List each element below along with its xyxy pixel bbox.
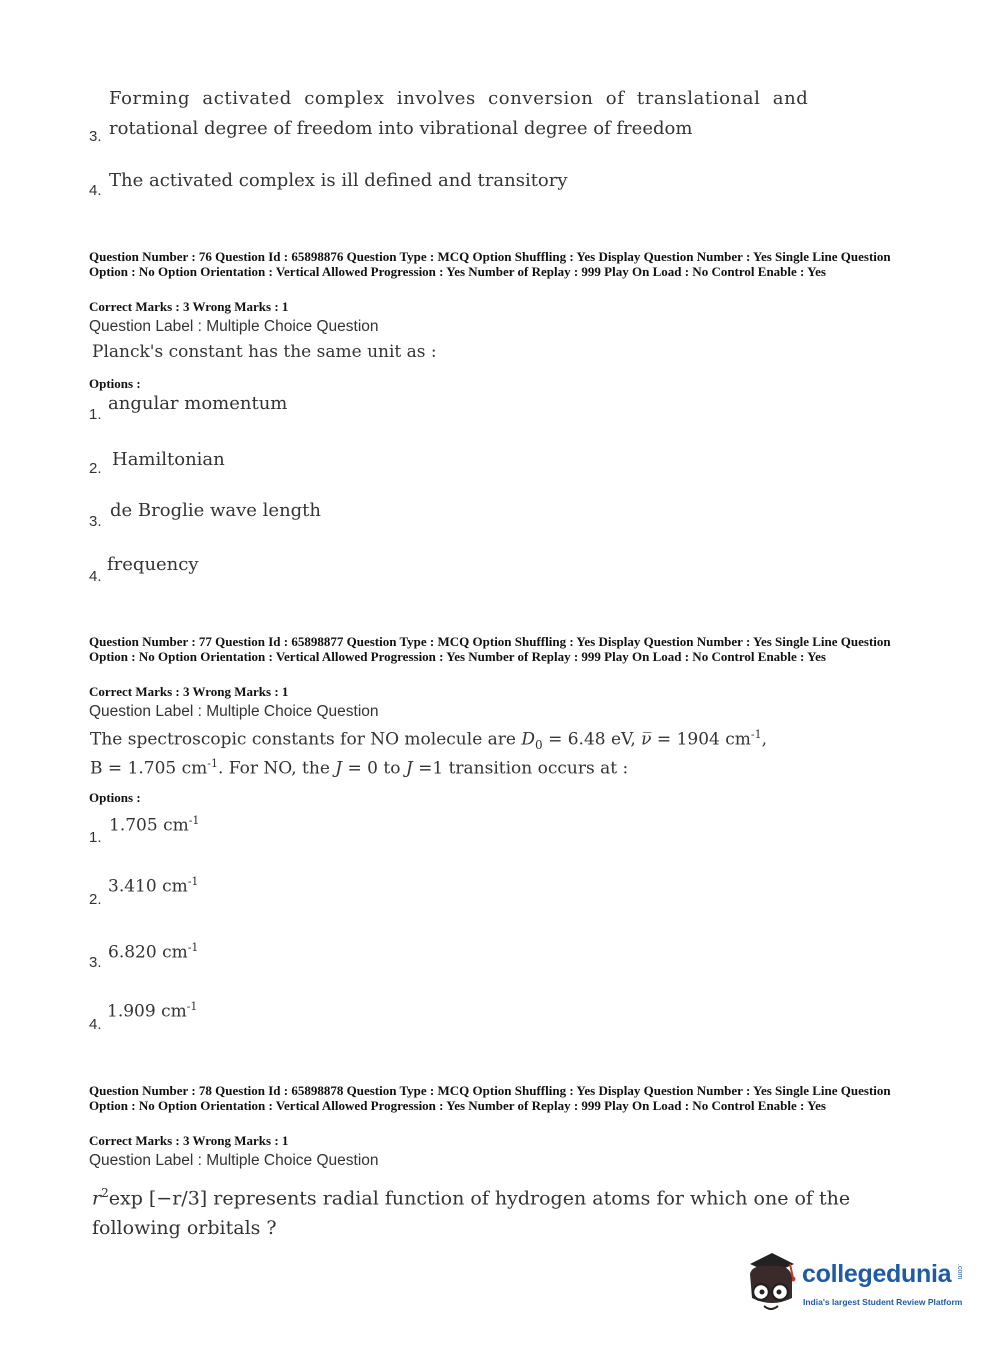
q76-option-2-number: 2.: [89, 460, 102, 477]
q76-option-1-number: 1.: [89, 406, 102, 423]
q76-option-4-text[interactable]: frequency: [107, 554, 199, 575]
question-77-options-heading: Options :: [89, 790, 141, 805]
prev-option-4-number: 4.: [89, 182, 102, 199]
q76-option-3-text[interactable]: de Broglie wave length: [110, 500, 322, 521]
q77-option-1-number: 1.: [89, 829, 102, 846]
question-77-label: Question Label : Multiple Choice Question: [89, 703, 379, 720]
question-77-marks: Correct Marks : 3 Wrong Marks : 1: [89, 684, 289, 699]
prev-option-3-line1: Forming activated complex involves conversion of translational and: [109, 88, 809, 109]
q77-option-2-text[interactable]: 3.410 $cm^{-1}$: [108, 875, 199, 897]
q77-option-3-number: 3.: [89, 954, 102, 971]
question-78-marks: Correct Marks : 3 Wrong Marks : 1: [89, 1133, 289, 1148]
question-76-label: Question Label : Multiple Choice Question: [89, 318, 379, 335]
question-78-text-line2: following orbitals ?: [92, 1217, 277, 1239]
q76-option-4-number: 4.: [89, 568, 102, 585]
question-76-options-heading: Options :: [89, 376, 141, 391]
q76-option-3-number: 3.: [89, 513, 102, 530]
question-78-label: Question Label : Multiple Choice Question: [89, 1152, 379, 1169]
question-76-marks: Correct Marks : 3 Wrong Marks : 1: [89, 299, 289, 314]
q77-option-2-number: 2.: [89, 891, 102, 908]
question-77-meta: Question Number : 77 Question Id : 65898877 Question Type : MCQ Option Shuffling : Yes Display Question Number : Yes Single Line Question Option : No Option Orientation : Vertical Allowed Progression : Yes Number of Replay : 999 Play On Load : No Control Enable : Yes: [89, 634, 891, 664]
q77-option-4-text[interactable]: 1.909 $cm^{-1}$: [107, 1000, 198, 1022]
question-78-meta: Question Number : 78 Question Id : 65898878 Question Type : MCQ Option Shuffling : Yes Display Question Number : Yes Single Line Question Option : No Option Orientation : Vertical Allowed Progression : Yes Number of Replay : 999 Play On Load : No Control Enable : Yes: [89, 1083, 891, 1113]
q76-option-2-text[interactable]: Hamiltonian: [112, 449, 225, 470]
question-76-text: Planck's constant has the same unit as :: [92, 342, 437, 362]
prev-option-4-text: The activated complex is ill defined and transitory: [109, 170, 568, 191]
logo-name: collegedunia: [802, 1260, 952, 1288]
mascot-icon: [740, 1250, 802, 1314]
question-76-meta: Question Number : 76 Question Id : 65898876 Question Type : MCQ Option Shuffling : Yes Display Question Number : Yes Single Line Question Option : No Option Orientation : Vertical Allowed Progression : Yes Number of Replay : 999 Play On Load : No Control Enable : Yes: [89, 249, 891, 279]
prev-option-3-number: 3.: [89, 128, 102, 145]
q77-option-4-number: 4.: [89, 1016, 102, 1033]
question-78-text-line1: $r^2\exp$ [−r/3] represents radial function of hydrogen atoms for which one of the: [92, 1186, 851, 1210]
q76-option-1-text[interactable]: angular momentum: [108, 393, 288, 414]
q77-option-3-text[interactable]: 6.820 $cm^{-1}$: [108, 941, 199, 963]
logo-tagline: India's largest Student Review Platform: [803, 1297, 963, 1307]
question-77-text-line1: The spectroscopic constants for NO molecule are $D_0 = 6.48$ eV, ν̅ = 1904 $cm^{-1}$,: [90, 728, 768, 753]
prev-option-3-line2: rotational degree of freedom into vibrational degree of freedom: [109, 118, 693, 139]
q77-option-1-text[interactable]: 1.705 $cm^{-1}$: [109, 814, 200, 836]
question-77-text-line2: B = 1.705 $cm^{-1}$. For NO, the J = 0 to J =1 transition occurs at :: [90, 757, 629, 779]
collegedunia-logo[interactable]: [740, 1250, 970, 1322]
logo-dotcom: .com: [956, 1264, 963, 1280]
